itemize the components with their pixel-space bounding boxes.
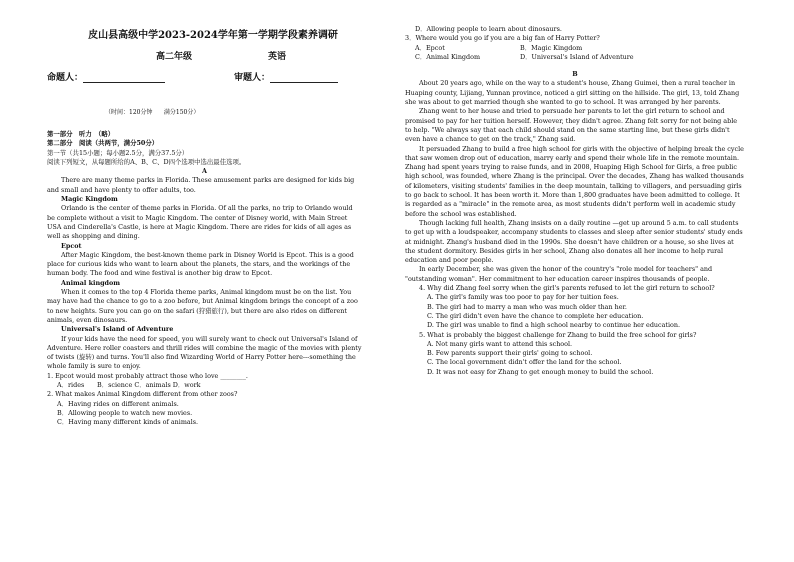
left-column — [47, 130, 362, 428]
passage-b-para-1: About 20 years ago, while on the way to a student's house, Zhang Guimei, then a rural teacher in Huaping county, Lijiang, Yunnan province, noticed a girl sitting on the hillside. The girl, 13, told Zhang she was about to get married though she wanted to go to school. It was arranged by her parents. — [405, 79, 740, 107]
question-1: 1. Epcot would most probably attract those who love ________. — [47, 371, 248, 380]
question-4: 4. Why did Zhang feel sorry when the girl's parents refused to let the girl return to school? — [419, 284, 715, 293]
question-3: 3．Where would you go if you are a big fan of Harry Potter? — [405, 34, 600, 43]
question-5-option-a: A. Not many girls want to attend this school. — [427, 339, 573, 348]
question-1-options: A．rides B．science C．animals D．work — [57, 381, 201, 390]
question-2-option-b: B．Allowing people to watch new movies. — [57, 408, 193, 417]
passage-b-para-4: Though lacking full health, Zhang insists on a daily routine —get up around 5 a.m. to call students to get up with a loudspeaker, accompany students to classes and sleep after senior students' study ends at midnight. Zhang's husband died in the 1990s. She doesn't have children or a house, so she lives at the student dormitory. Besides girls in her school, Zhang also donates all her income to help rural education and poor people. — [405, 218, 743, 265]
question-3-option-d: D．Universal's Island of Adventure — [520, 52, 634, 61]
instruction: 阅读下列短文，从每题所给的A、B、C、D四个选项中选出最佳选项。 — [47, 157, 246, 166]
question-5: 5. What is probably the biggest challenge for Zhang to build the free school for girls? — [419, 330, 697, 339]
question-2-option-d: D．Allowing people to learn about dinosaurs. — [415, 25, 562, 33]
passage-b-label: B — [572, 70, 578, 79]
passage-a-label: A — [202, 167, 207, 176]
section-one: 第一节（共15小题；每小题2.5分，满分37.5分） — [47, 148, 189, 157]
exam-time: （时间：120分钟 — [105, 109, 153, 116]
grade-label: 高二年级 — [156, 52, 193, 62]
passage-b-para-3: It persuaded Zhang to build a free high school for girls with the objective of helping break the cycle that saw women drop out of education, marry early and spend their whole life in the remote mountain. Zhang had spent years trying to raise funds, and in 2008, Huaping High School for Girls, a free public high school, was founded, where Zhang is the principal. Over the decades, Zhang has walked thousands of kilometers, visiting students' families in the deep mountain, talking to villagers, and persuading girls to go back to school. It has been worth it. More than 1,800 graduates have been admitted to college. It is regarded as a "miracle" in the remote area, as most students didn't perform well in academic study before the school was established. — [405, 144, 744, 218]
author-blank — [83, 73, 165, 83]
exam-meta — [105, 107, 199, 116]
question-2-option-c: C．Having many different kinds of animals. — [57, 418, 199, 427]
question-3-options-cd — [405, 53, 745, 62]
question-3-option-c: C．Animal Kingdom — [415, 52, 481, 61]
question-5-option-b: B. Few parents support their girls' going to school. — [427, 349, 593, 358]
heading-magic-kingdom: Magic Kingdom — [61, 195, 118, 204]
author-field — [47, 70, 165, 83]
exam-title: 皮山县高级中学2023-2024学年第一学期学段素养调研 — [88, 30, 338, 41]
heading-universal: Universal's Island of Adventure — [61, 325, 174, 334]
question-5-option-d: D. It was not easy for Zhang to get enough money to build the school. — [427, 367, 654, 376]
question-5-option-c: C. The local government didn't offer the land for the school. — [427, 358, 622, 367]
passage-b-para-5: In early December, she was given the honor of the country's "role model for teachers" and "outstanding woman". Her commitment to her education career inspires thousands of people. — [405, 265, 713, 283]
reviewer-blank — [270, 73, 338, 83]
heading-epcot: Epcot — [61, 241, 82, 250]
right-column — [405, 25, 745, 377]
exam-score: 满分150分） — [163, 109, 200, 116]
passage-a-para-4: When it comes to the top 4 Florida theme parks, Animal kingdom must be on the list. You may have had the chance to go to a zoo before, but Animal kingdom brings the concept of a zoo to new heights. Sure you can go on the safari (狩猎旅行), but there are also rides on different animals, even dinosaurs. — [47, 288, 358, 324]
question-4-option-b: B. The girl had to marry a man who was much older than her. — [427, 302, 627, 311]
question-2: 2. What makes Animal Kingdom different from other zoos? — [47, 390, 238, 399]
reviewer-field — [234, 70, 338, 83]
part-one: 第一部分 听力 （略） — [47, 130, 115, 138]
question-4-option-d: D. The girl was unable to find a high school nearby to continue her education. — [427, 321, 681, 330]
question-3-option-b: B．Magic Kingdom — [520, 43, 583, 52]
passage-b-para-2: Zhang went to her house and tried to persuade her parents to let the girl return to school and promised to pay for her tuition herself. However, they didn't agree. Zhang felt sorry for not being able to help. "We always say that each child should stand on the same starting line, but these girls didn't even have a chance to get on the track," Zhang said. — [405, 107, 738, 144]
part-two: 第二部分 阅读（共两节，满分50分） — [47, 139, 159, 148]
question-4-option-c: C. The girl didn't even have the chance to complete her education. — [427, 311, 644, 320]
passage-a-para-2: Orlando is the center of theme parks in Florida. Of all the parks, no trip to Orlando would be complete without a visit to Magic Kingdom. The center of Disney world, with Main Street USA and Cinderella's Castle, is here at Magic Kingdom. There are rides for kids of all ages as well as shopping and dining. — [47, 204, 353, 241]
subject-label: 英语 — [268, 52, 287, 62]
passage-a-para-5: If your kids have the need for speed, you will surely want to check out Universal's Island of Adventure. Here roller coasters and thrill rides will combine the magic of the movies with plenty of twists (旋转) and turns. You'll also find Wizarding World of Harry Potter here---something the whole family is sure to enjoy. — [47, 334, 362, 371]
question-3-option-a: A．Epcot — [415, 43, 445, 52]
passage-a-para-1: There are many theme parks in Florida. These amusement parks are designed for kids big and small and have plenty to offer adults, too. — [47, 176, 355, 194]
passage-a-para-3: After Magic Kingdom, the best-known theme park in Disney World is Epcot. This is a good place for curious kids who want to learn about the planets, the stars, and the workings of the human body. The food and wine festival is another big draw to Epcot. — [47, 250, 354, 278]
question-3-options-ab — [405, 44, 745, 53]
reviewer-label: 审题人： — [234, 73, 271, 83]
question-4-option-a: A. The girl's family was too poor to pay for her tuition fees. — [427, 293, 619, 302]
author-label: 命题人： — [47, 73, 84, 83]
heading-animal-kingdom: Animal kingdom — [61, 278, 121, 287]
question-2-option-a: A．Having rides on different animals. — [57, 399, 179, 408]
